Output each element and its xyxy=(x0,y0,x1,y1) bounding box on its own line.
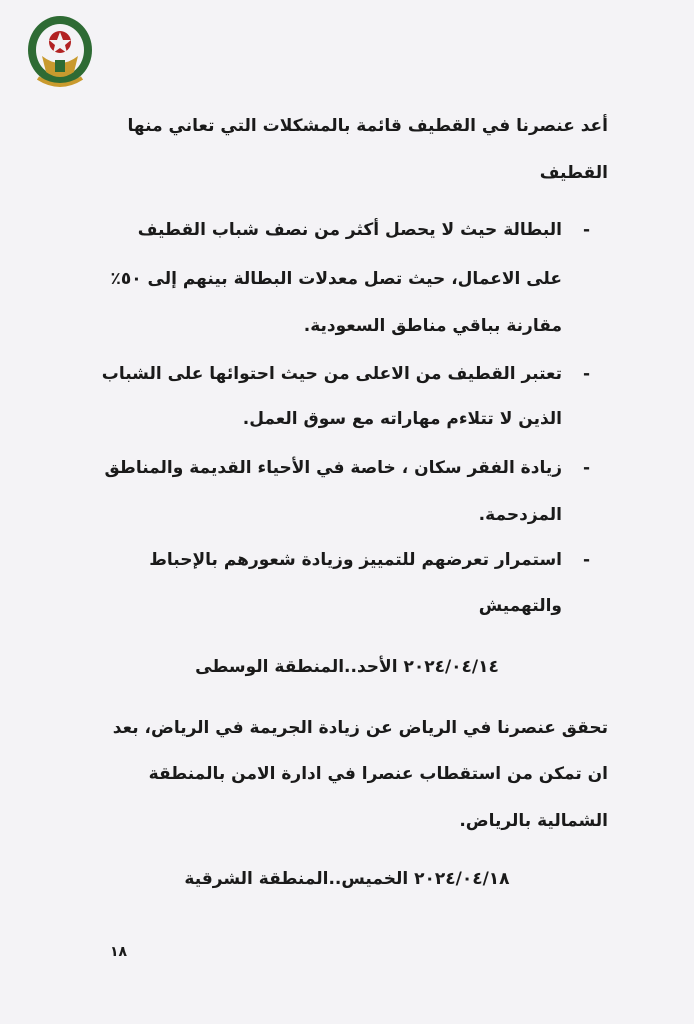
intro-line-2: القطيف xyxy=(539,163,608,183)
section-header-eastern: ٢٠٢٤/٠٤/١٨ الخميس..المنطقة الشرقية xyxy=(184,869,510,889)
intro-line-1: أعد عنصرنا في القطيف قائمة بالمشكلات التي تعاني منها xyxy=(127,116,608,136)
bullet-1-line-1: البطالة حيث لا يحصل أكثر من نصف شباب القطيف xyxy=(137,220,562,240)
bullet-dash: - xyxy=(582,220,590,240)
section2-line-1: تحقق عنصرنا في الرياض عن زيادة الجريمة في الرياض، بعد xyxy=(112,718,608,738)
bullet-4-line-1: استمرار تعرضهم للتمييز وزيادة شعورهم بالإحباط xyxy=(149,550,562,570)
bullet-3-line-1: زيادة الفقر سكان ، خاصة في الأحياء القديمة والمناطق xyxy=(104,458,562,478)
bullet-4-line-2: والتهميش xyxy=(478,596,562,616)
section-header-central: ٢٠٢٤/٠٤/١٤ الأحد..المنطقة الوسطى xyxy=(195,657,499,677)
bullet-dash: - xyxy=(582,458,590,478)
section2-line-3: الشمالية بالرياض. xyxy=(459,811,608,831)
emblem-logo xyxy=(24,12,96,92)
section2-line-2: ان تمكن من استقطاب عنصرا في ادارة الامن بالمنطقة xyxy=(148,764,608,784)
bullet-dash: - xyxy=(582,364,590,384)
bullet-2-line-1: تعتبر القطيف من الاعلى من حيث احتوائها على الشباب xyxy=(101,364,562,384)
bullet-dash: - xyxy=(582,550,590,570)
bullet-1-line-3: مقارنة بباقي مناطق السعودية. xyxy=(303,316,562,336)
bullet-3-line-2: المزدحمة. xyxy=(478,505,562,525)
page-number: ١٨ xyxy=(110,944,128,960)
bullet-1-line-2: على الاعمال، حيث تصل معدلات البطالة بينهم إلى ٥٠٪ xyxy=(110,269,562,289)
bullet-2-line-2: الذين لا تتلاءم مهاراته مع سوق العمل. xyxy=(242,409,562,429)
